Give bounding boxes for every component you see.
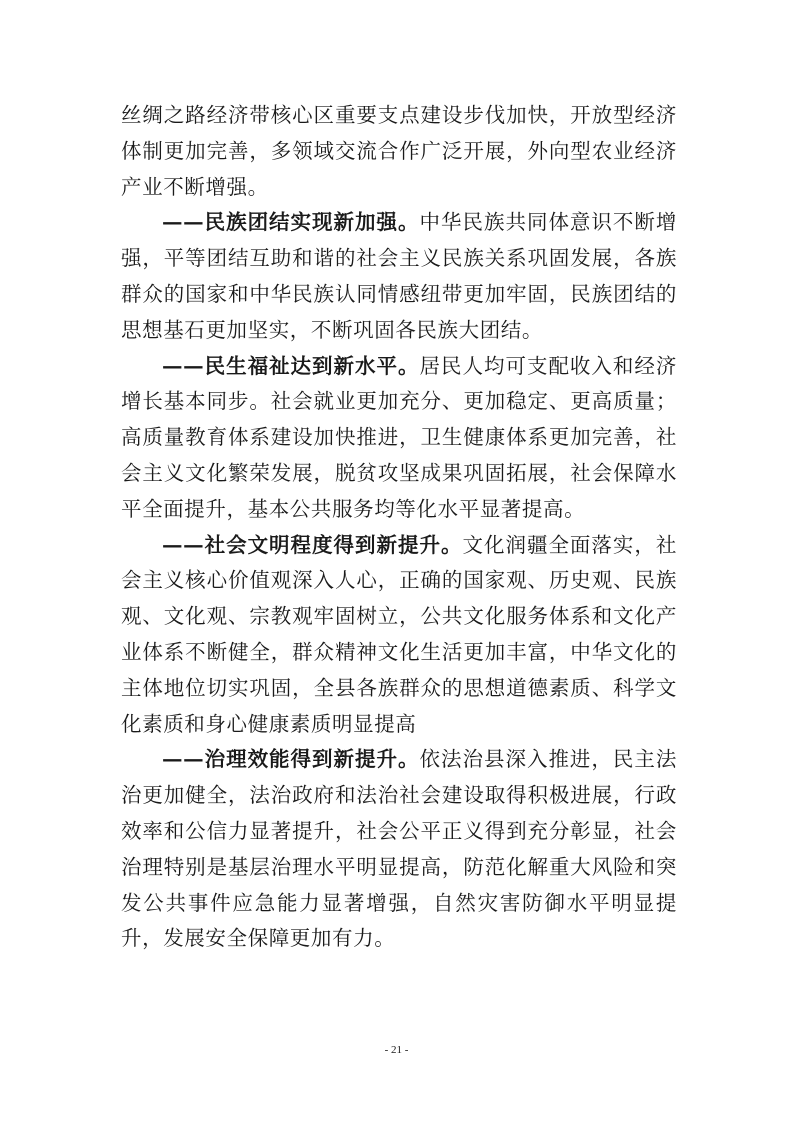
paragraph-livelihood [121, 349, 677, 528]
document-body [121, 98, 677, 957]
paragraph-text: 中华民族共同体意识不断增强，平等团结互助和谐的社会主义民族关系巩固发展，各族群众的国家和中华民族认同情感纽带更加牢固，民族团结的思想基石更加坚实，不断巩固各民族大团结。 [121, 210, 677, 342]
paragraph-governance [121, 742, 677, 957]
paragraph-text: 居民人均可支配收入和经济增长基本同步。社会就业更加充分、更加稳定、更高质量；高质量教育体系建设加快推进，卫生健康体系更加完善，社会主义文化繁荣发展，脱贫攻坚成果巩固拓展，社会保障水平全面提升，基本公共服务均等化水平显著提高。 [121, 353, 677, 521]
paragraph-heading: ——治理效能得到新提升。 [162, 747, 420, 772]
paragraph-text: 依法治县深入推进，民主法治更加健全，法治政府和法治社会建设取得积极进展，行政效率和公信力显著提升，社会公平正义得到充分彰显，社会治理特别是基层治理水平明显提高，防范化解重大风险和突发公共事件应急能力显著增强，自然灾害防御水平明显提升，发展安全保障更加有力。 [121, 747, 677, 951]
paragraph-heading: ——社会文明程度得到新提升。 [162, 532, 463, 557]
page-number: - 21 - [384, 1044, 409, 1056]
paragraph-continuation [121, 98, 677, 205]
paragraph-text: 丝绸之路经济带核心区重要支点建设步伐加快，开放型经济体制更加完善，多领域交流合作广泛开展，外向型农业经济产业不断增强。 [121, 103, 677, 199]
paragraph-heading: ——民生福祉达到新水平。 [162, 353, 420, 378]
paragraph-text: 文化润疆全面落实，社会主义核心价值观深入人心，正确的国家观、历史观、民族观、文化观、宗教观牢固树立，公共文化服务体系和文化产业体系不断健全，群众精神文化生活更加丰富，中华文化的主体地位切实巩固，全县各族群众的思想道德素质、科学文化素质和身心健康素质明显提高 [121, 532, 677, 736]
paragraph-civilization [121, 528, 677, 743]
paragraph-heading: ——民族团结实现新加强。 [162, 210, 420, 235]
paragraph-ethnic-unity [121, 205, 677, 348]
